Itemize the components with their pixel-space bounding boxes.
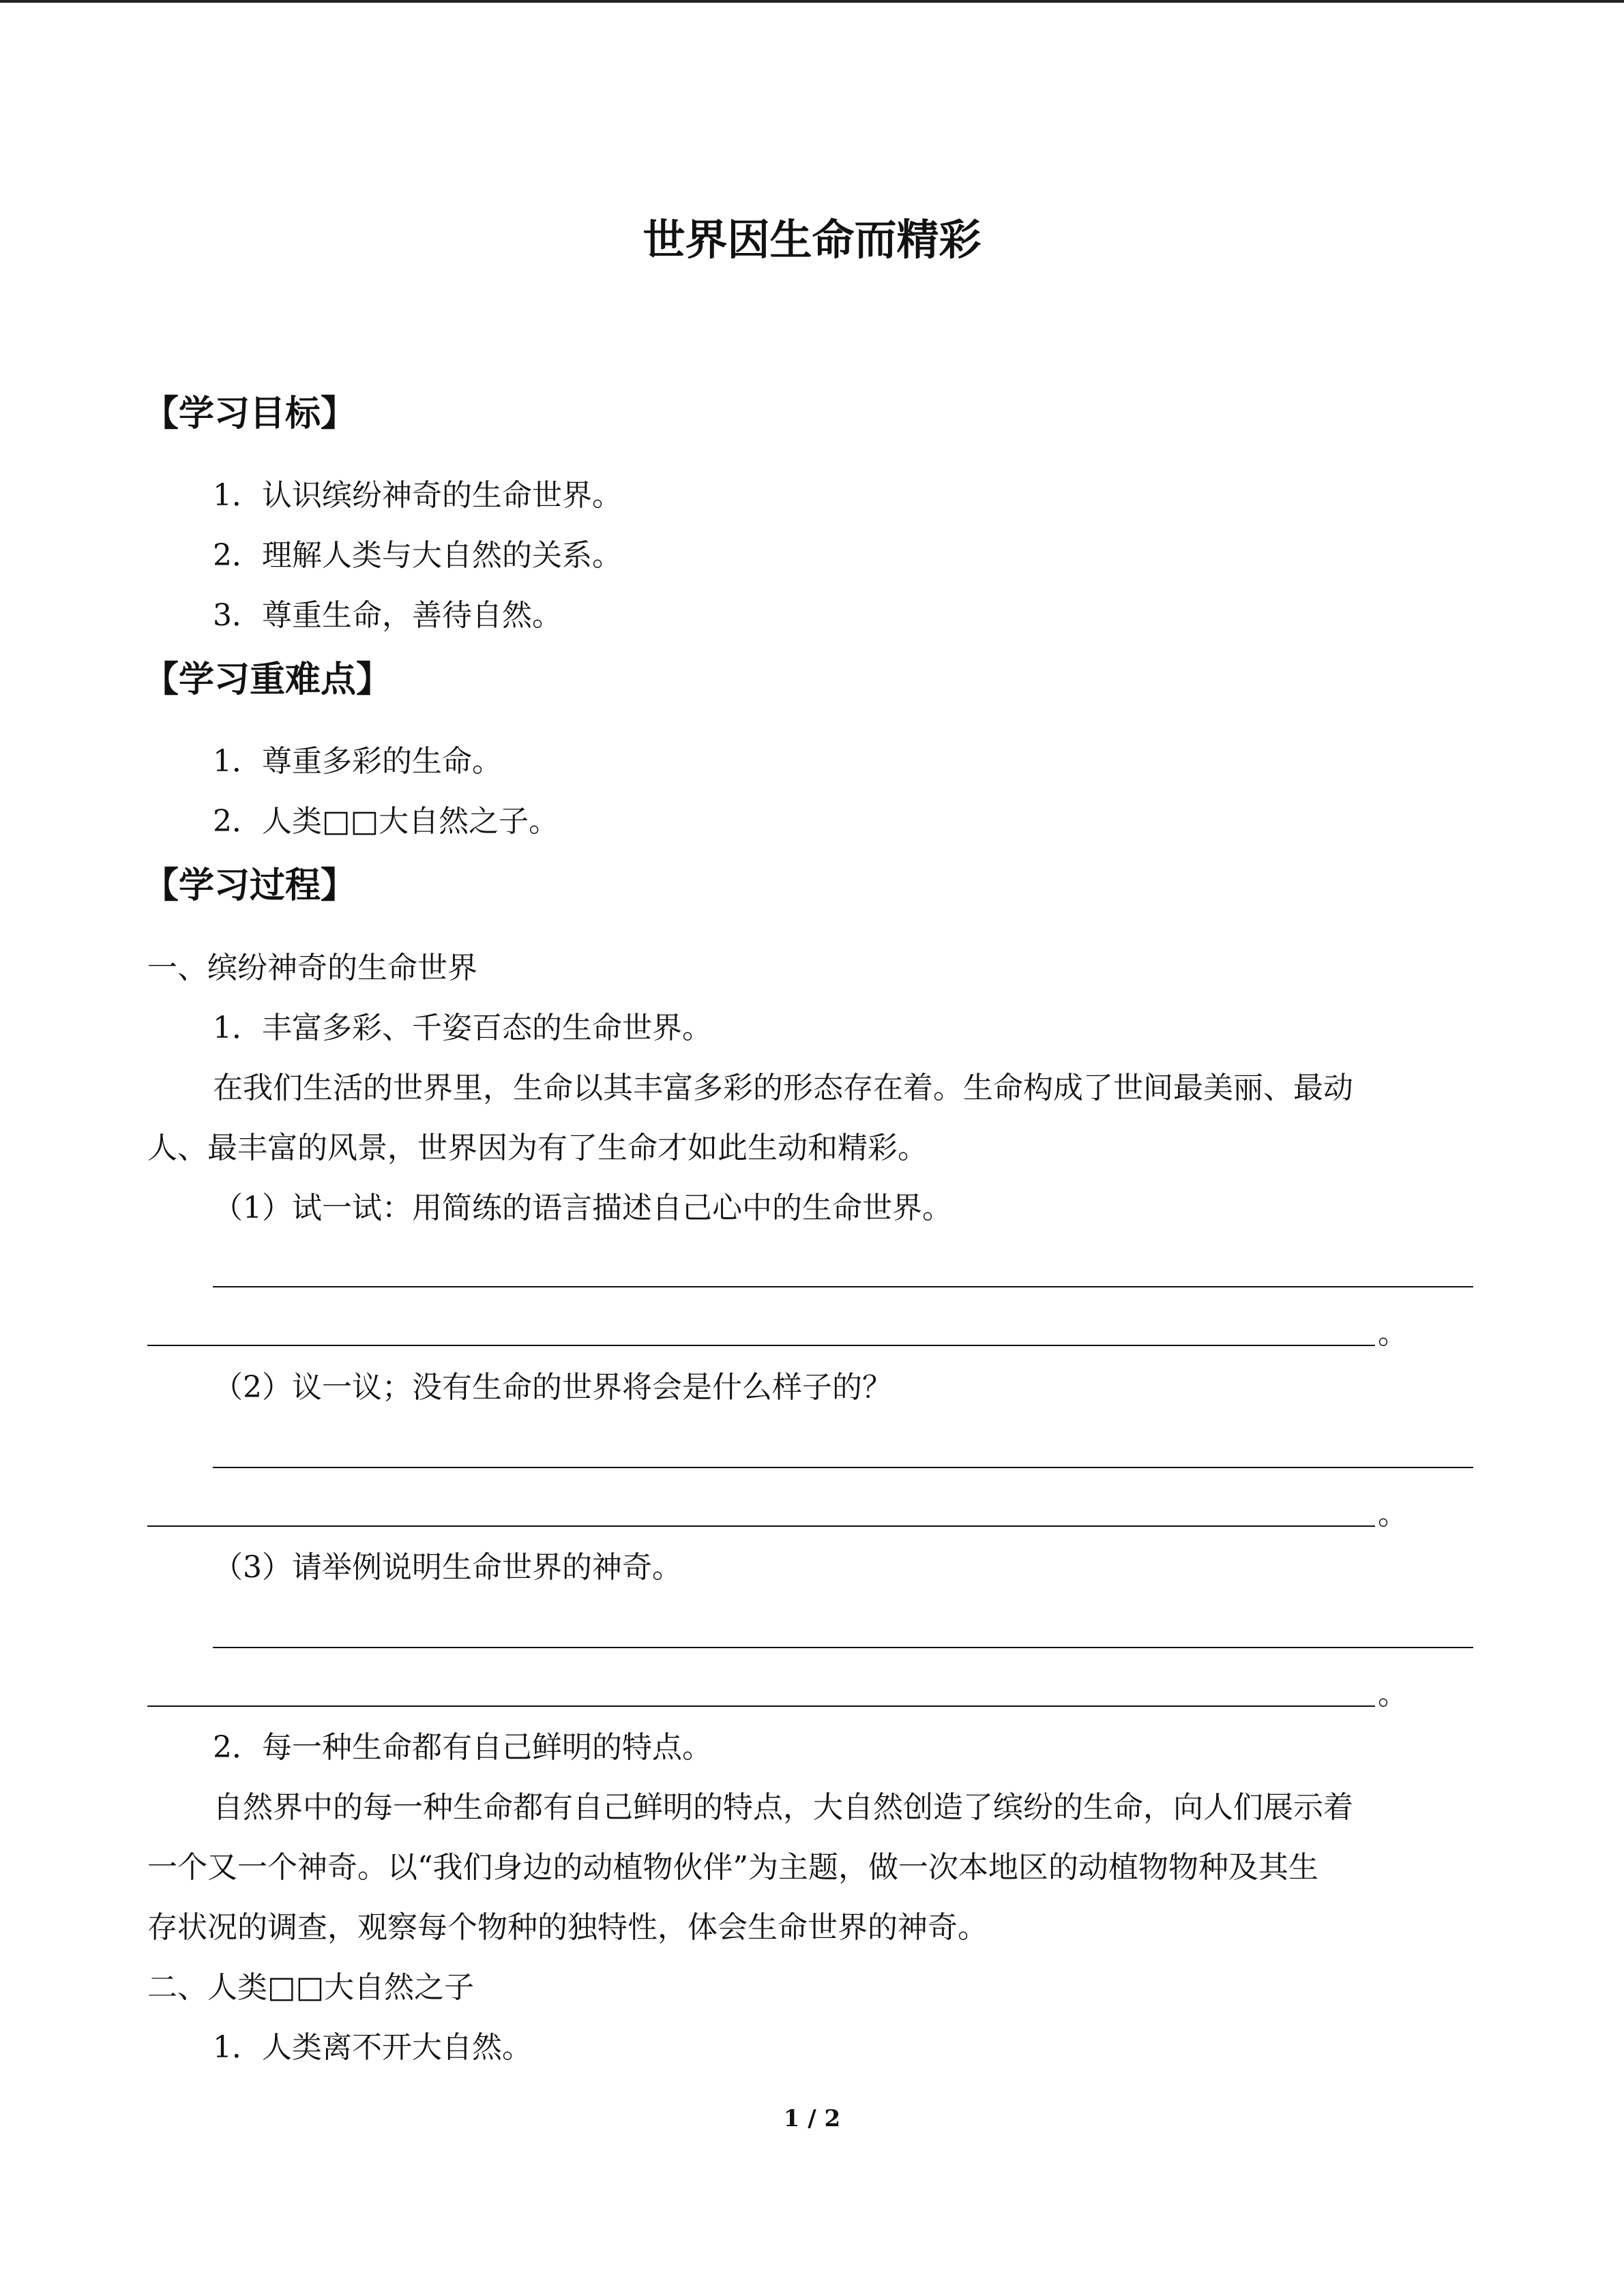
answer-line [213, 1647, 1473, 1648]
question-2: （2）议一议；没有生命的世界将会是什么样子的？ [213, 1370, 892, 1405]
paragraph2-line1: 自然界中的每一种生命都有自己鲜明的特点，大自然创造了缤纷的生命，向人们展示着 [213, 1790, 1353, 1825]
goal-item-3: 3．尊重生命，善待自然。 [213, 598, 562, 633]
key-points-heading: 【学习重难点】 [143, 659, 392, 700]
part2-title: 二、人类□□大自然之子 [147, 1970, 475, 2005]
answer-line [147, 1525, 1375, 1527]
goal-item-2: 2．理解人类与大自然的关系。 [213, 538, 622, 573]
goal-item-1: 1．认识缤纷神奇的生命世界。 [213, 478, 622, 513]
question-1: （1）试一试：用简练的语言描述自己心中的生命世界。 [213, 1191, 952, 1225]
answer-line [147, 1705, 1375, 1707]
answer-line [147, 1345, 1375, 1346]
question-3: （3）请举例说明生命世界的神奇。 [213, 1550, 682, 1585]
document-title: 世界因生命而精彩 [643, 215, 981, 265]
top-border-line [0, 0, 1624, 3]
answer-period: 。 [1378, 1316, 1408, 1351]
goals-heading: 【学习目标】 [143, 393, 357, 434]
answer-line [213, 1467, 1473, 1468]
answer-period: 。 [1378, 1497, 1408, 1532]
part1-item1: 1．丰富多彩、千姿百态的生命世界。 [213, 1011, 712, 1045]
key-point-2: 2．人类□□大自然之子。 [213, 804, 559, 839]
paragraph1-line2: 人、最丰富的风景，世界因为有了生命才如此生动和精彩。 [147, 1131, 928, 1165]
paragraph2-line3: 存状况的调查，观察每个物种的独特性，体会生命世界的神奇。 [147, 1910, 988, 1945]
key-point-1: 1．尊重多彩的生命。 [213, 744, 502, 779]
answer-period: 。 [1378, 1677, 1408, 1712]
part2-item1: 1．人类离不开大自然。 [213, 2030, 532, 2065]
page-number: 1 / 2 [783, 2105, 841, 2132]
paragraph1-line1: 在我们生活的世界里，生命以其丰富多彩的形态存在着。生命构成了世间最美丽、最动 [213, 1071, 1353, 1105]
part1-item2: 2．每一种生命都有自己鲜明的特点。 [213, 1730, 712, 1765]
process-heading: 【学习过程】 [143, 865, 357, 906]
part1-title: 一、缤纷神奇的生命世界 [147, 951, 477, 985]
answer-line [213, 1286, 1473, 1287]
paragraph2-line2: 一个又一个神奇。以“我们身边的动植物伙伴”为主题，做一次本地区的动植物物种及其生 [147, 1850, 1318, 1885]
